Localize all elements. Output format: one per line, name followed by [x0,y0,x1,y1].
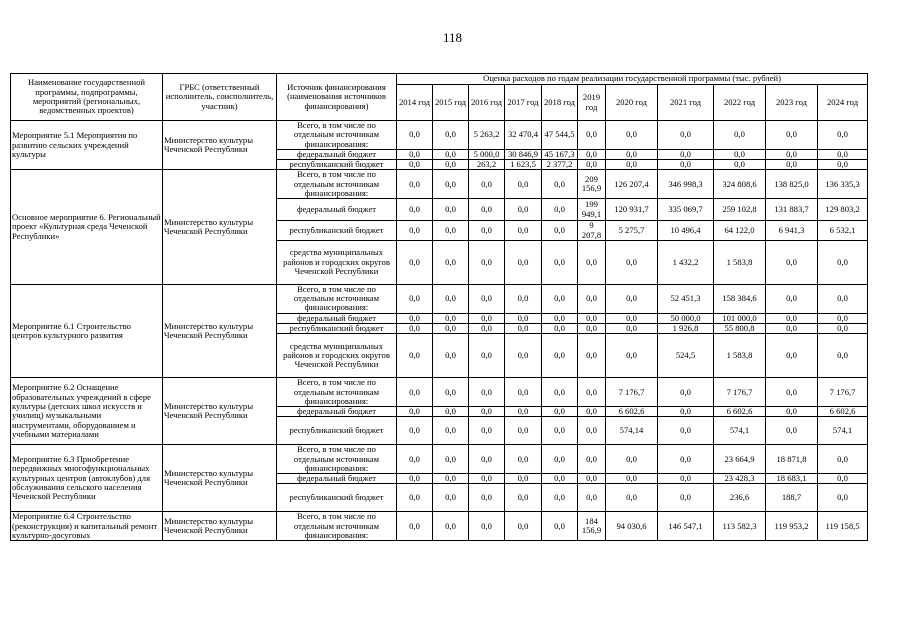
amount-cell: 50 000,0 [658,313,714,323]
activity-name: Мероприятие 6.2 Оснащение образовательных учреждений в сфере культуры (детских школ искусств и училищ) музыкальными инструментами, оборудованием и учебными материалами [11,378,163,445]
amount-cell: 0,0 [606,474,658,484]
amount-cell: 0,0 [578,160,606,170]
amount-cell: 119 953,2 [766,512,818,541]
amount-cell: 0,0 [469,378,505,407]
amount-cell: 0,0 [606,445,658,474]
funding-source: Всего, в том числе по отдельным источникам финансирования: [277,284,397,313]
amount-cell: 0,0 [606,149,658,159]
amount-cell: 0,0 [397,484,433,512]
amount-cell: 0,0 [397,170,433,199]
funding-source: республиканский бюджет [277,417,397,445]
amount-cell: 5 000,0 [469,149,505,159]
amount-cell: 0,0 [433,240,469,284]
amount-cell: 0,0 [505,334,542,378]
header-year: 2024 год [818,85,868,121]
table-body [11,121,868,541]
amount-cell: 0,0 [578,323,606,333]
amount-cell: 0,0 [397,512,433,541]
amount-cell: 0,0 [469,240,505,284]
header-year: 2014 год [397,85,433,121]
amount-cell: 0,0 [397,445,433,474]
activity-grbs: Министерство культуры Чеченской Республики [163,445,277,512]
amount-cell: 0,0 [469,284,505,313]
amount-cell: 0,0 [505,417,542,445]
amount-cell: 119 158,5 [818,512,868,541]
amount-cell: 136 335,3 [818,170,868,199]
amount-cell: 47 544,5 [542,121,578,150]
amount-cell: 0,0 [433,149,469,159]
amount-cell: 0,0 [818,149,868,159]
header-year: 2018 год [542,85,578,121]
amount-cell: 0,0 [766,240,818,284]
amount-cell: 0,0 [766,378,818,407]
amount-cell: 0,0 [433,323,469,333]
amount-cell: 0,0 [433,170,469,199]
amount-cell: 23 664,9 [714,445,766,474]
amount-cell: 6 602,6 [606,407,658,417]
header-year: 2023 год [766,85,818,121]
header-year: 2021 год [658,85,714,121]
funding-source: Всего, в том числе по отдельным источникам финансирования: [277,170,397,199]
amount-cell: 0,0 [469,313,505,323]
amount-cell: 0,0 [658,407,714,417]
amount-cell: 0,0 [505,170,542,199]
funding-source: Всего, в том числе по отдельным источникам финансирования: [277,121,397,150]
amount-cell: 1 583,8 [714,240,766,284]
amount-cell: 0,0 [397,284,433,313]
amount-cell: 94 030,6 [606,512,658,541]
amount-cell: 0,0 [818,284,868,313]
amount-cell: 6 941,3 [766,221,818,241]
amount-cell: 0,0 [542,221,578,241]
amount-cell: 0,0 [397,334,433,378]
amount-cell: 335 069,7 [658,199,714,221]
amount-cell: 0,0 [658,474,714,484]
amount-cell: 0,0 [766,149,818,159]
amount-cell: 7 176,7 [606,378,658,407]
amount-cell: 0,0 [433,199,469,221]
activity-grbs: Министерство культуры Чеченской Республики [163,170,277,284]
amount-cell: 0,0 [578,445,606,474]
amount-cell: 0,0 [505,221,542,241]
amount-cell: 0,0 [433,512,469,541]
header-name: Наименование государственной программы, подпрограммы, мероприятий (региональных, ведомственных проектов) [11,74,163,121]
activity-name: Мероприятие 6.3 Приобретение передвижных многофункциональных культурных центров (автоклубов) для обслуживания сельского населения Чеченской Республики [11,445,163,512]
amount-cell: 6 532,1 [818,221,868,241]
table-row [11,284,868,313]
amount-cell: 209 156,9 [578,170,606,199]
amount-cell: 0,0 [578,417,606,445]
amount-cell: 30 846,9 [505,149,542,159]
amount-cell: 0,0 [542,512,578,541]
amount-cell: 0,0 [658,121,714,150]
funding-source: федеральный бюджет [277,199,397,221]
amount-cell: 1 623,5 [505,160,542,170]
amount-cell: 0,0 [469,199,505,221]
amount-cell: 0,0 [766,284,818,313]
activity-grbs: Министерство культуры Чеченской Республики [163,378,277,445]
amount-cell: 188,7 [766,484,818,512]
amount-cell: 1 432,2 [658,240,714,284]
amount-cell: 64 122,0 [714,221,766,241]
header-year: 2020 год [606,85,658,121]
amount-cell: 0,0 [397,199,433,221]
amount-cell: 0,0 [469,323,505,333]
amount-cell: 0,0 [542,199,578,221]
amount-cell: 0,0 [397,378,433,407]
amount-cell: 0,0 [505,313,542,323]
amount-cell: 0,0 [397,323,433,333]
amount-cell: 6 602,6 [818,407,868,417]
amount-cell: 0,0 [606,484,658,512]
header-year: 2016 год [469,85,505,121]
amount-cell: 18 871,8 [766,445,818,474]
amount-cell: 0,0 [397,474,433,484]
amount-cell: 0,0 [818,334,868,378]
activity-name: Мероприятие 6.4 Строительство (реконструкция) и капитальный ремонт культурно-досуговых [11,512,163,541]
amount-cell: 52 451,3 [658,284,714,313]
amount-cell: 0,0 [578,484,606,512]
amount-cell: 0,0 [469,170,505,199]
amount-cell: 0,0 [714,121,766,150]
amount-cell: 0,0 [469,474,505,484]
amount-cell: 7 176,7 [818,378,868,407]
funding-source: федеральный бюджет [277,313,397,323]
amount-cell: 0,0 [505,445,542,474]
header-grbs: ГРБС (ответственный исполнитель, соисполнитель, участник) [163,74,277,121]
amount-cell: 0,0 [606,284,658,313]
table-row [11,170,868,199]
funding-source: Всего, в том числе по отдельным источникам финансирования: [277,512,397,541]
amount-cell: 0,0 [542,313,578,323]
activity-grbs: Министерство культуры Чеченской Республики [163,284,277,377]
amount-cell: 0,0 [818,240,868,284]
amount-cell: 5 263,2 [469,121,505,150]
amount-cell: 0,0 [714,149,766,159]
amount-cell: 55 800,8 [714,323,766,333]
amount-cell: 259 102,8 [714,199,766,221]
amount-cell: 0,0 [818,323,868,333]
funding-source: республиканский бюджет [277,323,397,333]
amount-cell: 0,0 [542,323,578,333]
amount-cell: 0,0 [397,313,433,323]
amount-cell: 574,1 [714,417,766,445]
amount-cell: 0,0 [766,323,818,333]
amount-cell: 0,0 [578,121,606,150]
amount-cell: 0,0 [433,378,469,407]
amount-cell: 0,0 [606,240,658,284]
amount-cell: 0,0 [606,334,658,378]
funding-source: средства муниципальных районов и городских округов Чеченской Республики [277,240,397,284]
amount-cell: 0,0 [578,407,606,417]
amount-cell: 0,0 [505,512,542,541]
amount-cell: 0,0 [542,334,578,378]
amount-cell: 0,0 [818,121,868,150]
amount-cell: 0,0 [505,378,542,407]
amount-cell: 0,0 [469,407,505,417]
amount-cell: 0,0 [505,199,542,221]
amount-cell: 0,0 [433,445,469,474]
amount-cell: 0,0 [397,160,433,170]
amount-cell: 0,0 [606,160,658,170]
amount-cell: 45 167,3 [542,149,578,159]
amount-cell: 0,0 [469,417,505,445]
amount-cell: 0,0 [433,313,469,323]
amount-cell: 0,0 [766,407,818,417]
amount-cell: 0,0 [469,334,505,378]
amount-cell: 199 949,1 [578,199,606,221]
page-number: 118 [442,30,463,45]
amount-cell: 0,0 [658,378,714,407]
amount-cell: 0,0 [818,445,868,474]
funding-source: федеральный бюджет [277,407,397,417]
funding-source: Всего, в том числе по отдельным источникам финансирования: [277,378,397,407]
amount-cell: 574,1 [818,417,868,445]
amount-cell: 0,0 [542,417,578,445]
amount-cell: 6 602,6 [714,407,766,417]
amount-cell: 0,0 [469,445,505,474]
header-estimate: Оценка расходов по годам реализации государственной программы (тыс. рублей) [397,74,868,85]
amount-cell: 0,0 [469,221,505,241]
amount-cell: 0,0 [433,484,469,512]
amount-cell: 0,0 [505,407,542,417]
amount-cell: 0,0 [469,512,505,541]
amount-cell: 0,0 [578,378,606,407]
amount-cell: 0,0 [542,445,578,474]
amount-cell: 0,0 [542,474,578,484]
amount-cell: 0,0 [505,240,542,284]
amount-cell: 0,0 [433,474,469,484]
amount-cell: 0,0 [578,284,606,313]
funding-source: федеральный бюджет [277,149,397,159]
amount-cell: 0,0 [397,407,433,417]
amount-cell: 0,0 [397,417,433,445]
amount-cell: 1 583,8 [714,334,766,378]
header-row-top [11,74,868,85]
amount-cell: 0,0 [578,313,606,323]
amount-cell: 0,0 [658,149,714,159]
amount-cell: 23 428,3 [714,474,766,484]
amount-cell: 0,0 [658,160,714,170]
amount-cell: 0,0 [658,484,714,512]
amount-cell: 18 683,1 [766,474,818,484]
amount-cell: 346 998,3 [658,170,714,199]
amount-cell: 0,0 [505,474,542,484]
amount-cell: 0,0 [505,323,542,333]
table-row [11,445,868,474]
amount-cell: 0,0 [433,160,469,170]
amount-cell: 263,2 [469,160,505,170]
amount-cell: 236,6 [714,484,766,512]
amount-cell: 0,0 [658,417,714,445]
amount-cell: 126 207,4 [606,170,658,199]
table-row [11,512,868,541]
amount-cell: 0,0 [818,474,868,484]
amount-cell: 32 470,4 [505,121,542,150]
amount-cell: 1 926,8 [658,323,714,333]
amount-cell: 7 176,7 [714,378,766,407]
amount-cell: 101 000,0 [714,313,766,323]
amount-cell: 574,14 [606,417,658,445]
header-source: Источник финансирования (наименования источников финансирования) [277,74,397,121]
activity-name: Мероприятие 5.1 Мероприятия по развитию сельских учреждений культуры [11,121,163,170]
header-year: 2017 год [505,85,542,121]
amount-cell: 0,0 [505,284,542,313]
funding-source: республиканский бюджет [277,221,397,241]
amount-cell: 0,0 [766,121,818,150]
amount-cell: 0,0 [433,334,469,378]
amount-cell: 0,0 [766,334,818,378]
amount-cell: 129 803,2 [818,199,868,221]
amount-cell: 0,0 [433,221,469,241]
amount-cell: 5 275,7 [606,221,658,241]
activity-name: Основное мероприятие 6. Региональный проект «Культурная среда Чеченской Республики» [11,170,163,284]
header-year: 2015 год [433,85,469,121]
amount-cell: 324 808,6 [714,170,766,199]
amount-cell: 131 883,7 [766,199,818,221]
amount-cell: 120 931,7 [606,199,658,221]
table-row [11,378,868,407]
amount-cell: 0,0 [766,160,818,170]
amount-cell: 0,0 [606,121,658,150]
amount-cell: 2 377,2 [542,160,578,170]
amount-cell: 0,0 [818,160,868,170]
amount-cell: 0,0 [766,313,818,323]
activity-grbs: Министерство культуры Чеченской Республики [163,512,277,541]
amount-cell: 0,0 [505,484,542,512]
amount-cell: 0,0 [766,417,818,445]
amount-cell: 0,0 [606,323,658,333]
amount-cell: 9 207,8 [578,221,606,241]
amount-cell: 10 496,4 [658,221,714,241]
amount-cell: 0,0 [397,149,433,159]
amount-cell: 0,0 [469,484,505,512]
budget-table [10,73,868,541]
amount-cell: 0,0 [818,313,868,323]
amount-cell: 0,0 [433,284,469,313]
amount-cell: 184 156,9 [578,512,606,541]
amount-cell: 113 582,3 [714,512,766,541]
funding-source: республиканский бюджет [277,484,397,512]
header-year: 2019 год [578,85,606,121]
amount-cell: 146 547,1 [658,512,714,541]
amount-cell: 0,0 [542,170,578,199]
amount-cell: 0,0 [606,313,658,323]
amount-cell: 158 384,6 [714,284,766,313]
amount-cell: 0,0 [397,221,433,241]
amount-cell: 0,0 [578,149,606,159]
funding-source: республиканский бюджет [277,160,397,170]
amount-cell: 0,0 [433,417,469,445]
amount-cell: 0,0 [578,334,606,378]
header-year: 2022 год [714,85,766,121]
funding-source: федеральный бюджет [277,474,397,484]
activity-grbs: Министерство культуры Чеченской Республики [163,121,277,170]
amount-cell: 0,0 [542,378,578,407]
amount-cell: 0,0 [658,445,714,474]
amount-cell: 524,5 [658,334,714,378]
amount-cell: 0,0 [542,484,578,512]
table-row [11,121,868,150]
amount-cell: 0,0 [397,121,433,150]
amount-cell: 0,0 [433,407,469,417]
amount-cell: 0,0 [542,407,578,417]
amount-cell: 0,0 [578,240,606,284]
funding-source: Всего, в том числе по отдельным источникам финансирования: [277,445,397,474]
amount-cell: 0,0 [397,240,433,284]
amount-cell: 0,0 [578,474,606,484]
activity-name: Мероприятие 6.1 Строительство центров культурного развития [11,284,163,377]
amount-cell: 0,0 [433,121,469,150]
amount-cell: 0,0 [714,160,766,170]
funding-source: средства муниципальных районов и городских округов Чеченской Республики [277,334,397,378]
amount-cell: 0,0 [818,484,868,512]
amount-cell: 0,0 [542,284,578,313]
amount-cell: 0,0 [542,240,578,284]
amount-cell: 138 825,0 [766,170,818,199]
